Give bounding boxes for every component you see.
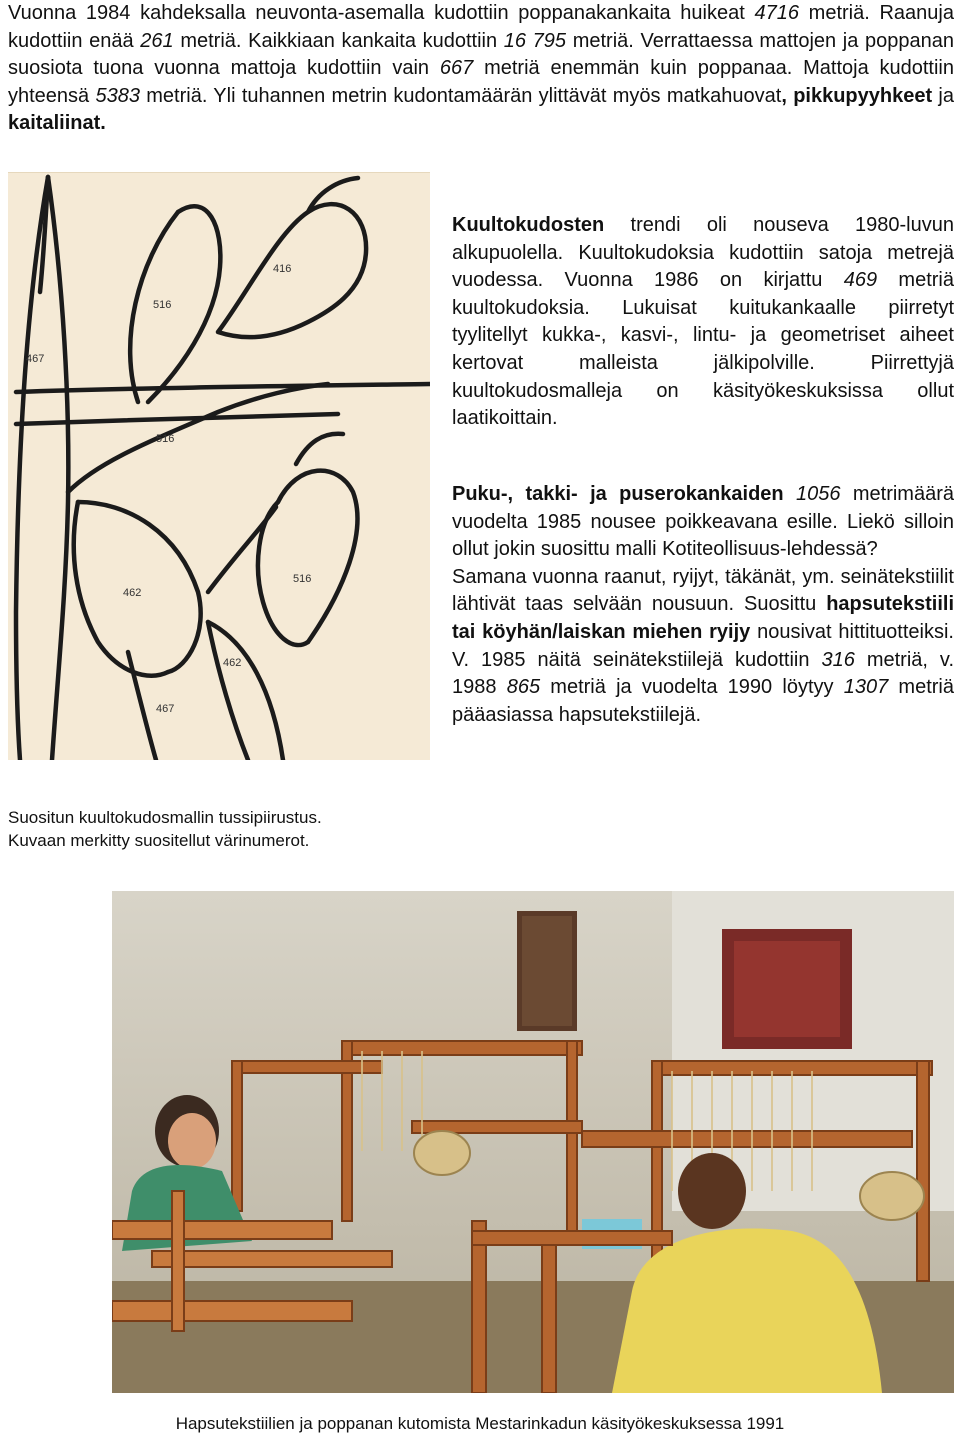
- basket: [414, 1131, 470, 1175]
- column-text: metriä ja vuodelta 1990 löytyy: [540, 676, 844, 699]
- column-number: 1056: [796, 483, 841, 505]
- photo-caption: Hapsutekstiilien ja poppanan kutomista Mestarinkadun käsityökeskuksessa 1991: [175, 1414, 785, 1433]
- intro-number: 16 795: [503, 29, 567, 52]
- intro-number: 667: [439, 57, 474, 79]
- color-number-label: 416: [273, 263, 292, 275]
- column-number: 865: [506, 676, 541, 699]
- column-number: 469: [843, 269, 878, 292]
- drawing-caption-line: Kuvaan merkitty suositellut värinumerot.: [8, 831, 310, 850]
- column-number: 316: [821, 648, 855, 671]
- color-number-label: 462: [223, 657, 242, 669]
- intro-text: metriä. Yli tuhannen metrin kudontamäärän ylittävät myös matkahuovat: [139, 84, 782, 107]
- column-number: 1307: [843, 676, 889, 699]
- pattern-drawing-svg: [8, 172, 430, 760]
- column-paragraph: [452, 564, 954, 730]
- color-number-label: 467: [156, 703, 175, 715]
- intro-number: 4716: [754, 2, 799, 24]
- column-text: nousivat hittituotteiksi. V. 1985 näitä seinätekstiilejä kudottiin: [452, 620, 954, 671]
- intro-number: 5383: [95, 84, 140, 107]
- color-number-label: 516: [293, 573, 312, 585]
- drawing-caption-line: Suositun kuultokudosmallin tussipiirustus.: [8, 808, 322, 827]
- weaver-head: [678, 1153, 746, 1229]
- column-bold: hapsutekstiili tai köyhän/laiskan miehen ryijy: [452, 593, 954, 643]
- intro-number: 261: [140, 29, 174, 52]
- intro-bold: , pikkupyyhkeet: [781, 84, 933, 107]
- intro-text: metriä enemmän kuin poppanaa. Mattoja kudottiin yhteensä: [8, 57, 955, 107]
- intro-text: ja: [932, 84, 954, 107]
- column-hapsutekstiili: [452, 481, 954, 729]
- column-kuultokudos: [452, 212, 954, 433]
- color-number-label: 462: [123, 587, 142, 599]
- color-number-label: 516: [153, 299, 172, 311]
- intro-bold: kaitaliinat.: [8, 112, 106, 134]
- column-text: [784, 483, 796, 505]
- column-text: Samana vuonna raanut, ryijyt, täkänät, ym. seinätekstiilit lähtivät taas selvään nousuun. Suosittu: [452, 565, 954, 616]
- column-bold: Puku-, takki- ja puserokankaiden: [452, 483, 784, 505]
- intro-paragraph: [8, 0, 954, 138]
- column-paragraph: [452, 481, 954, 564]
- intro-text: metriä. Kaikkiaan kankaita kudottiin: [173, 29, 504, 52]
- intro-text: Vuonna 1984 kahdeksalla neuvonta-asemalla kudottiin poppanakankaita huikeat: [8, 2, 755, 24]
- color-number-label: 467: [26, 353, 45, 365]
- color-number-label: 516: [156, 433, 175, 445]
- weaving-photo-svg: [112, 891, 954, 1393]
- pattern-drawing: [8, 172, 430, 760]
- column-text: trendi oli nouseva 1980-luvun alkupuolella. Kuultokudoksia kudottiin satoja metrejä vuodessa. Vuonna 1986 on kirjattu: [452, 214, 954, 292]
- column-text: metrimäärä vuodelta 1985 nousee poikkeavana esille. Liekö silloin ollut jokin suosittu malli Kotiteollisuus-lehdessä?: [452, 483, 954, 561]
- column-text: metriä, v. 1988: [452, 648, 955, 699]
- column-text: metriä kuultokudoksia. Lukuisat kuitukankaalle piirretyt tyylitellyt kukka-, kasvi-, lintu- ja geometriset aiheet kertovat malleista jälkipolville. Piirrettyjä kuultokudosmalleja on käsityökeskuksissa ollut laatikoittain.: [452, 269, 954, 430]
- basket: [860, 1172, 924, 1220]
- intro-text: metriä. Raanuja kudottiin enää: [8, 2, 954, 52]
- weaving-photo: [112, 891, 954, 1393]
- intro-text: metriä. Verrattaessa mattojen ja poppanan suosiota tuona vuonna mattoja kudottiin vain: [8, 29, 955, 79]
- column-bold: Kuultokudosten: [452, 214, 605, 236]
- drawing-caption: [8, 806, 438, 852]
- column-text: metriä pääasiassa hapsutekstiilejä.: [452, 676, 954, 726]
